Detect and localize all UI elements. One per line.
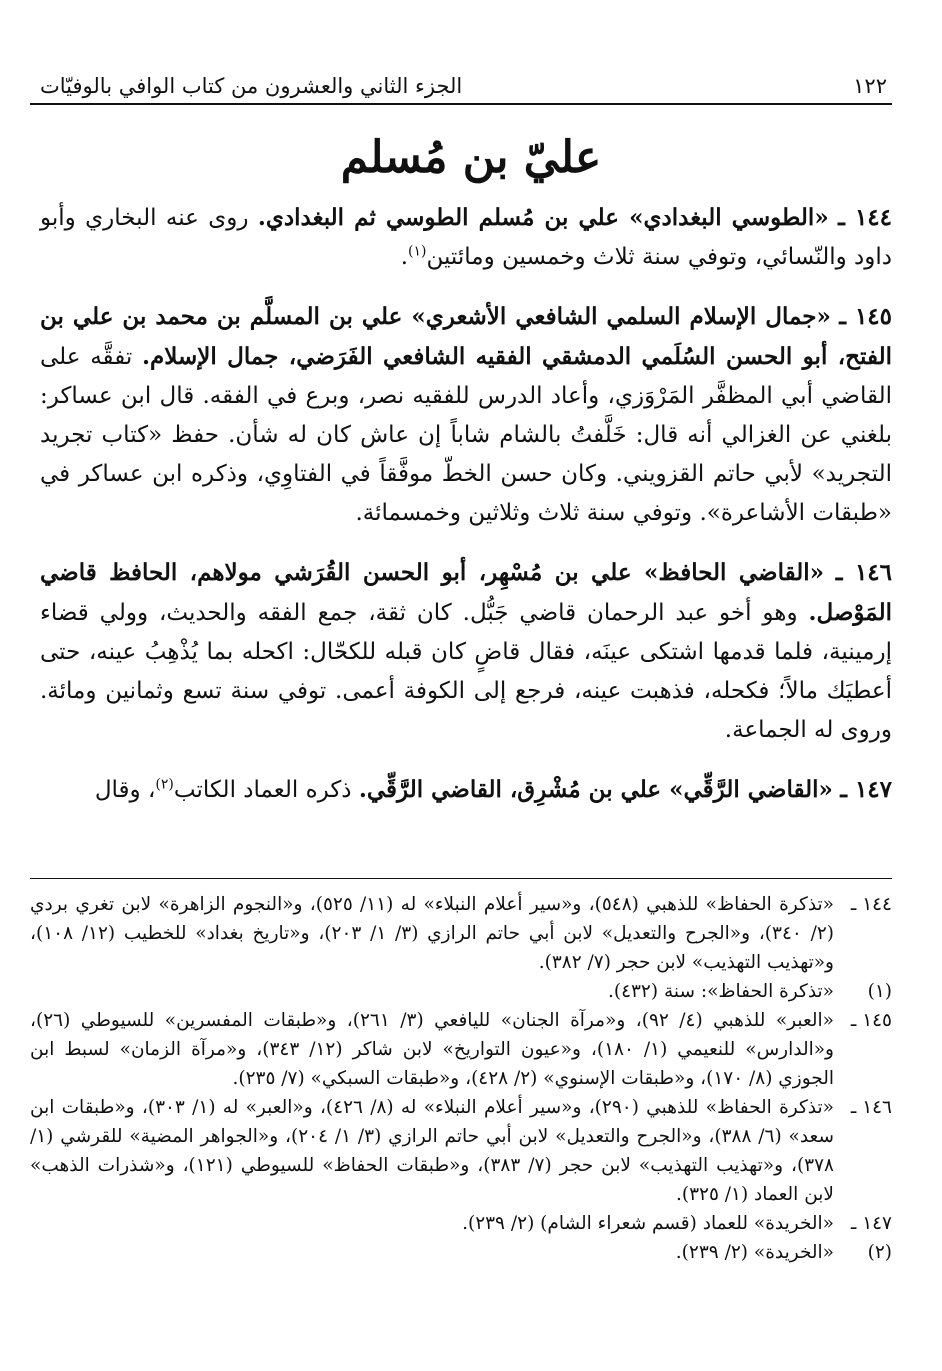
entry-heading: «القاضي الحافظ» علي بن مُسْهِر، أبو الحسن القُرَشي مولاهم، الحافظ قاضي المَوْصل.	[40, 559, 892, 626]
footnote-text: «تذكرة الحفاظ»: سنة (٤٣٢).	[607, 981, 834, 1002]
footnote-text: «الخريدة» للعماد (قسم شعراء الشام) (٢/ ٢٣٩).	[462, 1213, 834, 1234]
footnote-text: «العبر» للذهبي (٤/ ٩٢)، و«مرآة الجنان» لليافعي (٣/ ٢٦١)، و«طبقات المفسرين» للسيوطي (٢٦)، و«الدارس» للنعيمي (١/ ١٨٠)، و«عيون التواريخ» لابن شاكر (١٢/ ٣٤٣)، و«مرآة الزمان» لسبط ابن الجوزي (٨/ ١٧٠)، و«طبقات الإسنوي» (٢/ ٤٢٨)، و«طبقات السبكي» (٧/ ٢٣٥).	[30, 1010, 834, 1089]
entry-text: تفقَّه على القاضي أبي المظفَّر المَرْوَزي، وأعاد الدرس للفقيه نصر، وبرع في الفقه. قال ابن عساكر: بلغني عن الغزالي أنه قال: خَلَّفتُ بالشام شاباً إن عاش كان له شأن. حفظ «كتاب تجريد التجريد» لأبي حاتم القزويني. وكان حسن الخطّ موفَّقاً في الفتاوِي، وذكره ابن عساكر في «طبقات الأشاعرة». وتوفي سنة ثلاث وثلاثين وخمسمائة.	[40, 344, 892, 526]
footnote-label: ١٤٦ ـ	[850, 1097, 892, 1118]
footnote-item	[30, 1006, 892, 1093]
entry-144	[40, 198, 892, 277]
entry-text: روى عنه البخاري وأبو داود والنّسائي، وتوفي سنة ثلاث وخمسين ومائتين	[40, 205, 892, 270]
running-head	[40, 58, 887, 98]
entry-number: ١٤٤ ـ	[838, 204, 893, 231]
entry-number: ١٤٥ ـ	[839, 303, 893, 330]
entry-heading: «الطوسي البغدادي» علي بن مُسلم الطوسي ثم البغدادي.	[257, 204, 829, 231]
footnote-item	[30, 977, 892, 1006]
footnote-label: ١٤٤ ـ	[850, 894, 892, 915]
entry-heading: «القاضي الرَّقِّي» علي بن مُشْرِق، القاضي الرَّقِّي.	[358, 776, 833, 803]
footnote-label: ١٤٥ ـ	[850, 1010, 892, 1031]
footnote-item	[30, 1209, 892, 1238]
entry-text: ذكره العماد الكاتب	[173, 777, 359, 803]
footnote-text: «تذكرة الحفاظ» للذهبي (٢٩٠)، و«سير أعلام النبلاء» له (٨/ ٤٢٦)، و«العبر» له (١/ ٣٠٣)، و«طبقات ابن سعد» (٦/ ٣٨٨)، و«الجرح والتعديل» لابن أبي حاتم الرازي (٣/ ١/ ٢٠٤)، و«الجواهر المضية» للقرشي (١/ ٣٧٨)، و«تهذيب التهذيب» لابن حجر (٧/ ٣٨٣)، و«طبقات الحفاظ» للسيوطي (١٢١)، و«شذرات الذهب» لابن العماد (١/ ٣٢٥).	[30, 1097, 834, 1205]
footnote-label: ١٤٧ ـ	[850, 1213, 892, 1234]
entry-number: ١٤٧ ـ	[840, 776, 892, 803]
header-rule	[30, 103, 892, 105]
page-number: ١٢٢	[853, 74, 887, 98]
main-text	[40, 198, 892, 830]
footnotes	[30, 890, 892, 1267]
entry-text-end: ، وقال	[94, 777, 156, 803]
footnote-rule	[30, 878, 892, 879]
footnote-text: «تذكرة الحفاظ» للذهبي (٥٤٨)، و«سير أعلام النبلاء» له (١١/ ٥٢٥)، و«النجوم الزاهرة» لابن تغري بردي (٢/ ٣٤٠)، و«الجرح والتعديل» لابن أبي حاتم الرازي (٣/ ١/ ٢٠٣)، و«تاريخ بغداد» للخطيب (١٢/ ١٠٨)، و«تهذيب التهذيب» لابن حجر (٧/ ٣٨٢).	[30, 894, 834, 973]
footnote-text: «الخريدة» (٢/ ٢٣٩).	[675, 1242, 834, 1263]
footnote-label: (١)	[867, 981, 892, 1002]
footnote-item	[30, 890, 892, 977]
footnote-ref: (٢)	[155, 776, 174, 793]
entry-text: وهو أخو عبد الرحمان قاضي جَبُّل. كان ثقة، جمع الفقه والحديث، وولي قضاء إرمينية، فلما قدمها اشتكى عينَه، فقال قاضٍ كان قبله للكحّال: اكحله بما يُذْهِبُ عينه، حتى أعطيَك مالاً؛ فكحله، فذهبت عينه، فرجع إلى الكوفة أعمى. توفي سنة تسع وثمانين ومائة. وروى له الجماعة.	[40, 600, 892, 743]
footnote-label: (٢)	[867, 1242, 892, 1263]
entry-146	[40, 553, 892, 750]
entry-147	[40, 770, 892, 810]
entry-text-end: .	[400, 244, 409, 270]
running-head-title: الجزء الثاني والعشرون من كتاب الوافي بالوفيّات	[40, 74, 463, 98]
footnote-ref: (١)	[408, 243, 427, 260]
footnote-item	[30, 1093, 892, 1209]
entry-145	[40, 297, 892, 533]
entry-number: ١٤٦ ـ	[835, 559, 893, 586]
entry-heading: «جمال الإسلام السلمي الشافعي الأشعري» علي بن المسلَّم بن محمد بن علي بن الفتح، أبو الحسن السُلَمي الدمشقي الفقيه الشافعي الفَرَضي، جمال الإسلام.	[40, 303, 892, 370]
chapter-title: عليّ بن مُسلم	[340, 132, 602, 183]
footnote-item	[30, 1238, 892, 1267]
